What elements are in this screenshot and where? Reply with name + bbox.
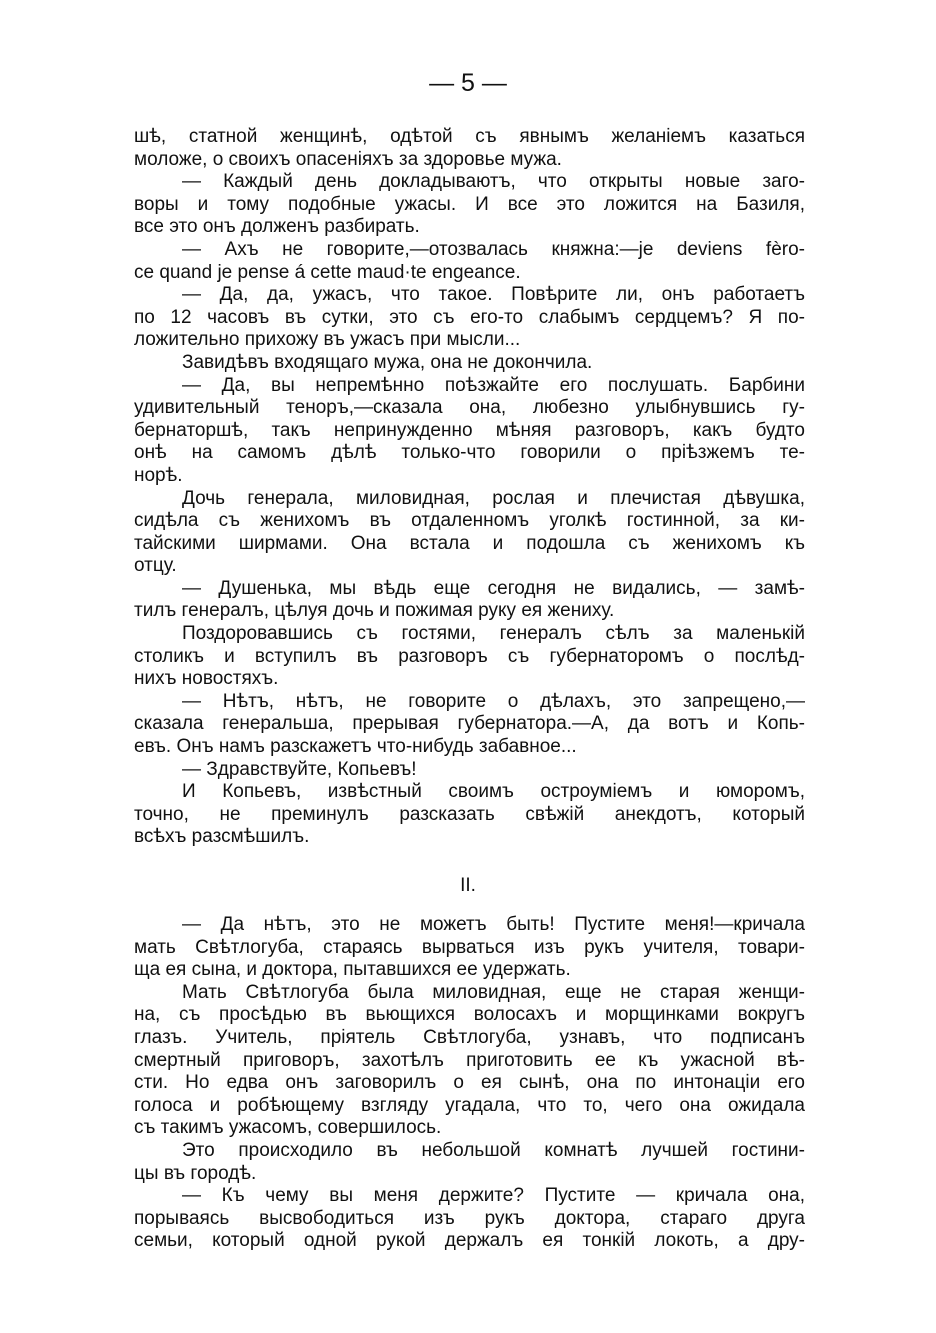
page-number: — 5 — — [429, 69, 507, 97]
text-line: смертный приговоръ, захотѣлъ приготовить ее къ ужасной вѣ- — [134, 1049, 805, 1071]
text-line: Поздоровавшись съ гостями, генералъ сѣлъ за маленькій — [182, 623, 805, 645]
text-line: моложе, о своихъ опасеніяхъ за здоровье мужа. — [134, 148, 562, 170]
text-line: отцу. — [134, 555, 177, 577]
text-line: норѣ. — [134, 464, 183, 486]
text-line: нихъ новостяхъ. — [134, 668, 279, 690]
text-line: съ такимъ ужасомъ, совершилось. — [134, 1117, 442, 1139]
text-line: всѣхъ разсмѣшилъ. — [134, 826, 310, 848]
text-line: — Нѣтъ, нѣтъ, не говорите о дѣлахъ, это запрещено,— — [182, 690, 805, 712]
text-line: по 12 часовъ въ сутки, это съ его-то слабымъ сердцемъ? Я по- — [134, 306, 805, 328]
text-line: ща ея сына, и доктора, пытавшихся ее удержать. — [134, 959, 571, 981]
text-line: — Да нѣтъ, это не можетъ быть! Пустите меня!—кричала — [182, 914, 805, 935]
text-line: Дочь генерала, миловидная, рослая и плечистая дѣвушка, — [182, 487, 805, 509]
text-line: порываясь высвободиться изъ рукъ доктора, стараго друга — [134, 1207, 805, 1229]
text-line: тайскими ширмами. Она встала и подошла съ женихомъ къ — [134, 532, 805, 554]
text-section-2 — [134, 914, 805, 1253]
text-line: — Къ чему вы меня держите? Пустите — кричала она, — [182, 1185, 805, 1207]
text-section-1 — [134, 126, 805, 849]
text-line: ce quand je pense á cette maud·te engeance. — [134, 261, 521, 283]
text-line: тилъ генералъ, цѣлуя дочь и пожимая руку ея жениху. — [134, 600, 615, 622]
text-line: глазъ. Учитель, пріятель Свѣтлогуба, узнавъ, что подписанъ — [134, 1026, 805, 1048]
text-line: столикъ и вступилъ въ разговоръ съ губернаторомъ о послѣд- — [134, 645, 805, 667]
text-line: евъ. Онъ намъ разскажетъ что-нибудь забавное... — [134, 736, 577, 758]
text-line: И Копьевъ, извѣстный своимъ остроуміемъ и юморомъ, — [182, 781, 805, 803]
text-line: бернаторшѣ, такъ непринужденно мѣняя разговоръ, какъ будто — [134, 419, 805, 441]
text-line: воры и тому подобные ужасы. И все это ложится на Базиля, — [134, 193, 805, 215]
text-line: Это происходило въ небольшой комнатѣ лучшей гостини- — [182, 1139, 805, 1161]
text-line: — Да, вы непремѣнно поѣзжайте его послушать. Барбини — [182, 374, 805, 396]
text-line: сидѣла съ женихомъ въ отдаленномъ уголкѣ гостинной, за ки- — [134, 510, 805, 532]
text-line: — Да, да, ужасъ, что такое. Повѣрите ли, онъ работаетъ — [182, 284, 805, 306]
text-line: ложительно прихожу въ ужасъ при мысли... — [134, 329, 521, 351]
text-line: мать Свѣтлогуба, стараясь вырваться изъ рукъ учителя, товари- — [134, 936, 805, 958]
text-line: удивительный теноръ,—сказала она, любезно улыбнувшись гу- — [134, 397, 805, 419]
text-line: — Каждый день докладываютъ, что открыты новые заго- — [182, 171, 805, 193]
text-line: Завидѣвъ входящаго мужа, она не докончила. — [182, 351, 593, 373]
text-line: голоса и робѣющему взгляду угадала, что то, чего она ожидала — [134, 1094, 805, 1116]
chapter-heading: II. — [460, 875, 476, 896]
text-line: онѣ на самомъ дѣлѣ только-что говорили о пріѣзжемъ те- — [134, 442, 805, 464]
text-line: Мать Свѣтлогуба была миловидная, еще не старая женщи- — [182, 981, 805, 1003]
text-line: точно, не преминулъ разсказать свѣжій анекдотъ, который — [134, 803, 805, 825]
text-line: сти. Но едва онъ заговорилъ о ея сынѣ, она по интонаціи его — [134, 1072, 805, 1094]
text-line: все это онъ долженъ разбирать. — [134, 216, 420, 238]
text-line: семьи, который одной рукой держалъ ея тонкій локоть, а дру- — [134, 1230, 805, 1252]
text-line: цы въ городѣ. — [134, 1162, 257, 1184]
text-line: шѣ, статной женщинѣ, одѣтой съ явнымъ желаніемъ казаться — [134, 126, 805, 147]
text-line: — Здравствуйте, Копьевъ! — [182, 758, 417, 780]
text-line: сказала генеральша, прерывая губернатора.—А, да вотъ и Копь- — [134, 713, 805, 735]
text-line: на, съ просѣдью въ вьющихся волосахъ и морщинками вокругъ — [134, 1004, 805, 1026]
text-line: — Душенька, мы вѣдь еще сегодня не видались, — замѣ- — [182, 577, 805, 599]
text-line: — Ахъ не говорите,—отозвалась княжна:—je deviens fèro- — [182, 238, 805, 260]
